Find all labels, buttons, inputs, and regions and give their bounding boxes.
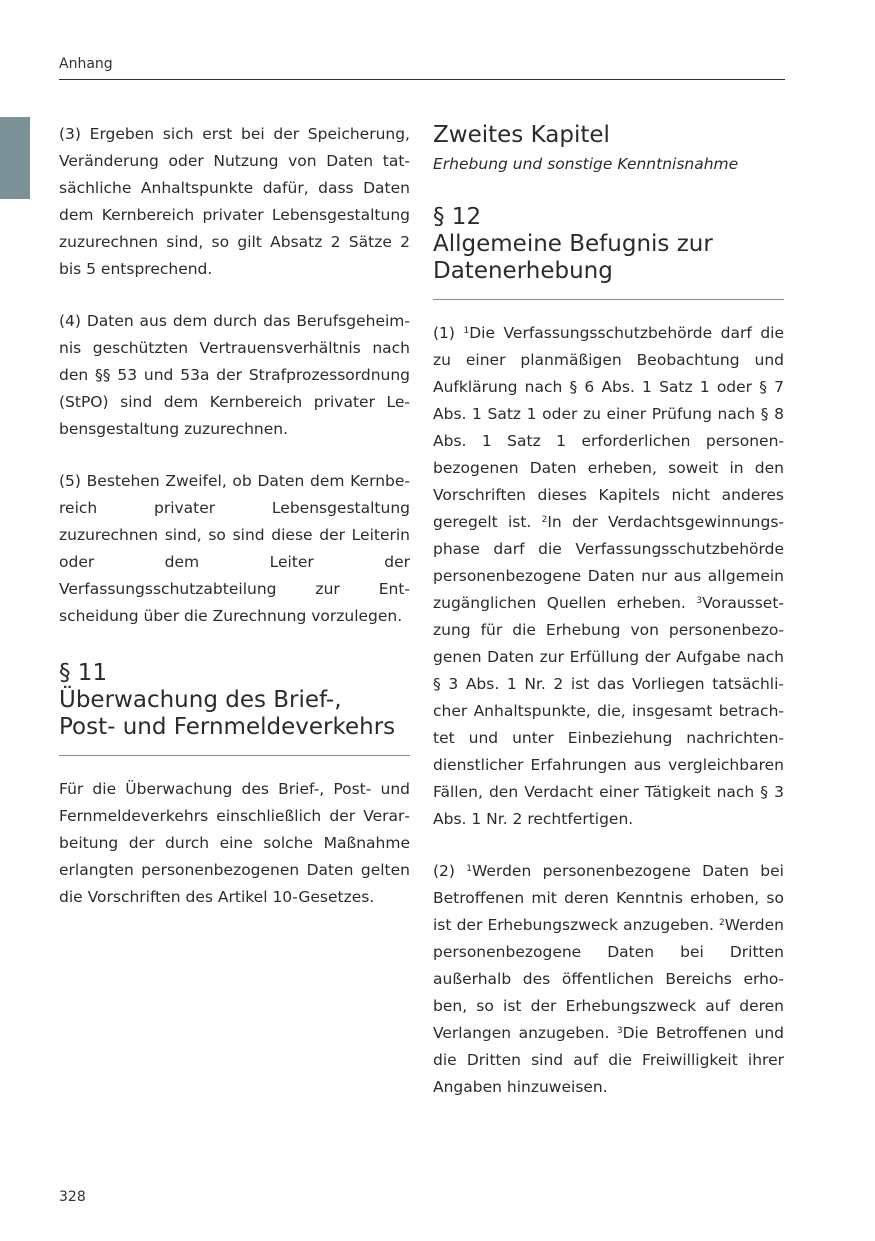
sentence-number: 1 xyxy=(463,326,470,336)
sentence-number: 2 xyxy=(719,918,725,928)
section-number: § 11 xyxy=(59,660,108,686)
section-rule xyxy=(433,299,784,300)
sentence-number: 1 xyxy=(466,864,473,874)
section-11-heading xyxy=(59,660,410,741)
section-12-heading xyxy=(433,204,784,285)
paragraph-4: (4) Daten aus dem durch das Berufsgeheimnis geschützten Vertrauensverhältnis nach den §§ 53 und 53a der Strafprozessordnung (StPO) sind dem Kernbereich privater Lebensgestaltung zuzurechnen. xyxy=(59,312,410,438)
section-number: § 12 xyxy=(433,204,482,230)
section-title-line: Post- und Fernmeldeverkehrs xyxy=(59,714,396,740)
paragraph-3: (3) Ergeben sich erst bei der Speicherung, Veränderung oder Nutzung von Daten tatsächliche Anhaltspunkte dafür, dass Daten dem Kernbereich privater Lebensgestaltung zuzurechnen sind, so gilt Absatz 2 Sätze 2 bis 5 entsprechend. xyxy=(59,125,410,278)
page-number: 328 xyxy=(59,1189,86,1205)
sentence-number: 3 xyxy=(696,596,703,606)
sentence: Werden personenbezogene Daten bei Dritten außerhalb des öffentlichen Bereichs erhoben, so ist der Erhebungszweck auf deren Verlangen anzugeben. xyxy=(433,916,784,1042)
sentence: Die Betroffenen und die Dritten sind auf die Freiwilligkeit ihrer Angaben hinzuweisen. xyxy=(433,1024,784,1096)
section-11-text: Für die Überwachung des Brief-, Post- und Fernmeldeverkehrs einschließlich der Verarbeitung der durch eine solche Maßnahme erlangten personenbezogenen Daten gelten die Vorschriften des Artikel 10-Gesetzes. xyxy=(59,780,410,906)
sentence-number: 3 xyxy=(616,1026,623,1036)
sentence: Die Verfassungsschutzbehörde darf die zu einer planmäßigen Beobachtung und Aufklärung nach § 6 Abs. 1 Satz 1 oder § 7 Abs. 1 Satz 1 oder zu einer Prüfung nach § 8 Abs. 1 Satz 1 erforderlichen personenbezogenen Daten erheben, soweit in den Vorschriften dieses Kapitels nicht anderes geregelt ist. xyxy=(433,324,784,531)
left-column xyxy=(59,121,410,936)
chapter-subtitle: Erhebung und sonstige Kenntnisnahme xyxy=(433,155,739,173)
section-rule xyxy=(59,755,410,756)
section-title-line: Überwachung des Brief-, xyxy=(59,687,342,713)
sentence: In der Verdachtsgewinnungsphase darf die Verfassungsschutzbehörde personenbezogene Daten nur aus allgemein zugänglichen Quellen erheben. xyxy=(433,513,784,612)
paragraph-label: (1) xyxy=(433,324,464,342)
section-title-line: Datenerhebung xyxy=(433,258,613,284)
paragraph-5: (5) Bestehen Zweifel, ob Daten dem Kernbereich privater Lebensgestaltung zuzurechnen sind, so sind diese der Leiterin oder dem Leiter der Verfassungsschutzabteilung zur Entscheidung über die Zurechnung vorzulegen. xyxy=(59,472,410,625)
section-12-paragraph-2 xyxy=(433,858,784,1101)
chapter-title: Zweites Kapitel xyxy=(433,122,610,148)
section-title-line: Allgemeine Befugnis zur xyxy=(433,231,713,257)
header-rule xyxy=(59,79,785,80)
running-header: Anhang xyxy=(59,56,113,72)
chapter-tab-marker xyxy=(0,117,30,199)
section-12-paragraph-1 xyxy=(433,320,784,833)
sentence: Werden personenbezogene Daten bei Betroffenen mit deren Kenntnis erhoben, so ist der Erhebungszweck anzugeben. xyxy=(433,862,784,934)
sentence-number: 2 xyxy=(541,515,548,525)
paragraph-label: (2) xyxy=(433,862,467,880)
right-column xyxy=(433,118,784,1126)
sentence: Voraussetzung für die Erhebung von personenbezogenen Daten zur Erfüllung der Aufgabe nach § 3 Abs. 1 Nr. 2 ist das Vorliegen tatsächlicher Anhaltspunkte, die, insgesamt betrachtet und unter Einbeziehung nachrichtendienstlicher Erfahrungen aus vergleichbaren Fällen, den Verdacht einer Tätigkeit nach § 3 Abs. 1 Nr. 2 rechtfertigen. xyxy=(433,594,784,828)
